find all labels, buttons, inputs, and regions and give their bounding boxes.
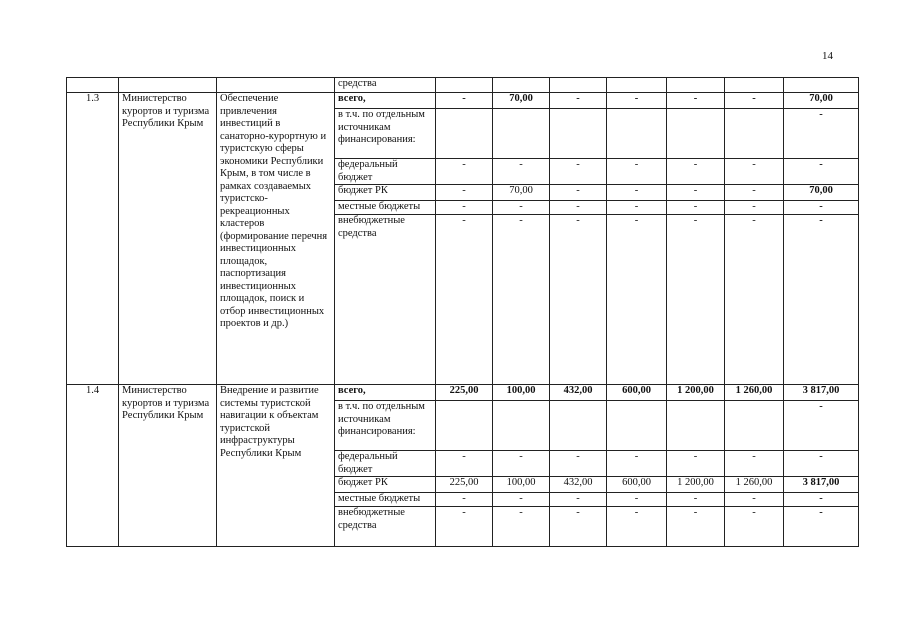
executor-cell: [119, 78, 217, 93]
value-cell: -: [667, 93, 725, 109]
value-cell: 70,00: [493, 93, 550, 109]
source-total: всего,: [335, 385, 436, 401]
table-row: в т.ч. по отдельным источникам финансирования: -: [67, 401, 859, 451]
value-cell: 70,00: [784, 93, 859, 109]
source-total: всего,: [335, 93, 436, 109]
item-activity: Внедрение и развитие системы туристской навигации к объектам туристской инфраструктуры Республики Крым: [217, 385, 335, 547]
table-row: [67, 93, 859, 109]
table-row: бюджет РК 225,00 100,00 432,00 600,00 1 200,00 1 260,00 3 817,00: [67, 477, 859, 493]
value-cell: -: [550, 93, 607, 109]
source-cell: бюджет РК: [335, 185, 436, 201]
table-row: бюджет РК - 70,00 - - - - 70,00: [67, 185, 859, 201]
value-cell: 3 817,00: [784, 385, 859, 401]
value-cell: 1 260,00: [725, 385, 784, 401]
source-cell: в т.ч. по отдельным источникам финансирования:: [335, 401, 436, 451]
table-row: местные бюджеты - - - - - - -: [67, 493, 859, 507]
table-row: [67, 385, 859, 401]
value-cell: -: [607, 93, 667, 109]
value-cell: 225,00: [436, 385, 493, 401]
item-activity: Обеспечение привлечения инвестиций в санаторно-курортную и туристскую сферы экономики Республики Крым, в том числе в рамках создаваемых туристско-рекреационных кластеров (формирование перечня инвестиционных площадок, паспортизация инвестиционных площадок, поиск и отбор инвестиционных проектов и др.): [217, 93, 335, 385]
source-cell: в т.ч. по отдельным источникам финансирования:: [335, 109, 436, 159]
value-cell: 1 200,00: [667, 385, 725, 401]
table-row: федеральный бюджет - - - - - - -: [67, 159, 859, 185]
value-cell: -: [436, 93, 493, 109]
source-cell: местные бюджеты: [335, 493, 436, 507]
source-cell: внебюджетные средства: [335, 215, 436, 385]
source-cell: федеральный бюджет: [335, 451, 436, 477]
source-cell: внебюджетные средства: [335, 507, 436, 547]
value-cell: -: [725, 93, 784, 109]
table-row: [67, 78, 859, 93]
item-index: 1.3: [67, 93, 119, 385]
index-cell: [67, 78, 119, 93]
value-cell: 600,00: [607, 385, 667, 401]
table-row: в т.ч. по отдельным источникам финансирования: -: [67, 109, 859, 159]
source-cell: местные бюджеты: [335, 201, 436, 215]
item-executor: Министерство курортов и туризма Республики Крым: [119, 385, 217, 547]
source-cell: бюджет РК: [335, 477, 436, 493]
table-row: внебюджетные средства - - - - - - -: [67, 507, 859, 547]
item-executor: Министерство курортов и туризма Республики Крым: [119, 93, 217, 385]
table-row: внебюджетные средства - - - - - - -: [67, 215, 859, 385]
financing-table: [66, 77, 859, 547]
source-cell: средства: [335, 78, 436, 93]
table-row: местные бюджеты - - - - - - -: [67, 201, 859, 215]
source-cell: федеральный бюджет: [335, 159, 436, 185]
value-cell: 100,00: [493, 385, 550, 401]
table-row: федеральный бюджет - - - - - - -: [67, 451, 859, 477]
activity-cell: [217, 78, 335, 93]
page-number: 14: [822, 50, 833, 62]
value-cell: 432,00: [550, 385, 607, 401]
item-index: 1.4: [67, 385, 119, 547]
